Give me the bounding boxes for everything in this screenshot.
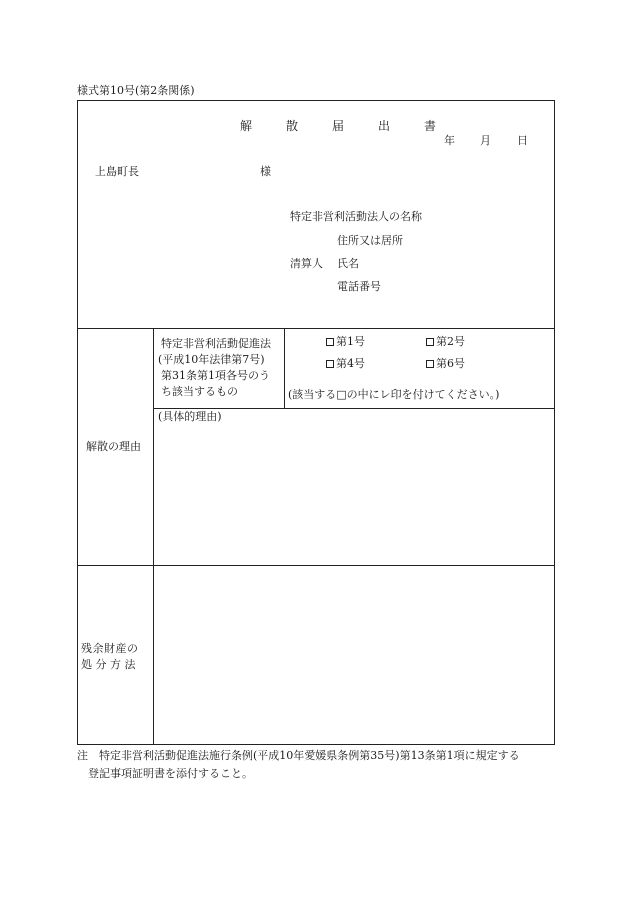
divider-top-section — [77, 328, 555, 329]
divider-label-column — [153, 328, 154, 745]
option-label: 第6号 — [436, 357, 465, 370]
residual-label-line: 残余財産の — [81, 642, 139, 655]
option-item-6[interactable] — [426, 358, 465, 369]
residual-method-field[interactable] — [158, 570, 550, 740]
dissolution-reason-label: 解散の理由 — [86, 440, 141, 453]
check-instruction: (該当する□の中にレ印を付けてください。) — [288, 388, 500, 401]
law-label-line: 特定非営利活動促進法 — [161, 337, 271, 350]
title-char: 解 — [240, 119, 253, 133]
residual-label-line: 処 分 方 法 — [81, 658, 136, 671]
title-char: 書 — [424, 119, 437, 133]
checkbox-2[interactable] — [426, 338, 434, 346]
date-month[interactable]: 月 — [480, 134, 491, 147]
title-char: 出 — [378, 119, 391, 133]
phone-label: 電話番号 — [337, 280, 381, 293]
org-name-label: 特定非営利活動法人の名称 — [290, 210, 422, 223]
address-label: 住所又は居所 — [337, 234, 403, 247]
option-label: 第2号 — [436, 335, 465, 348]
addressee-honorific: 様 — [260, 165, 271, 178]
checkbox-4[interactable] — [326, 360, 334, 368]
form-number: 様式第10号(第2条関係) — [77, 84, 195, 97]
addressee-name: 上島町長 — [95, 165, 139, 178]
specific-reason-label: (具体的理由) — [158, 410, 222, 423]
option-item-1[interactable] — [326, 336, 365, 347]
title-char: 散 — [286, 119, 299, 133]
date-year[interactable]: 年 — [444, 134, 455, 147]
form-title — [240, 120, 436, 132]
option-item-4[interactable] — [326, 358, 365, 369]
law-label-line: ち該当するもの — [161, 385, 238, 398]
name-label: 氏名 — [337, 257, 359, 270]
checkbox-1[interactable] — [326, 338, 334, 346]
law-label-line: (平成10年法律第7号) — [158, 353, 265, 366]
title-char: 届 — [332, 119, 345, 133]
checkbox-6[interactable] — [426, 360, 434, 368]
option-item-2[interactable] — [426, 336, 465, 347]
divider-law-row — [153, 408, 555, 409]
liquidator-label: 清算人 — [290, 257, 323, 270]
option-label: 第1号 — [336, 335, 365, 348]
date-day[interactable]: 日 — [517, 134, 528, 147]
note-line: 注 特定非営利活動促進法施行条例(平成10年愛媛県条例第35号)第13条第1項に規定する — [77, 749, 520, 762]
specific-reason-field[interactable] — [158, 426, 550, 560]
note-line: 登記事項証明書を添付すること。 — [88, 767, 253, 780]
option-label: 第4号 — [336, 357, 365, 370]
law-label-line: 第31条第1項各号のう — [161, 369, 270, 382]
divider-residual — [77, 565, 555, 566]
divider-law-column — [284, 328, 285, 408]
